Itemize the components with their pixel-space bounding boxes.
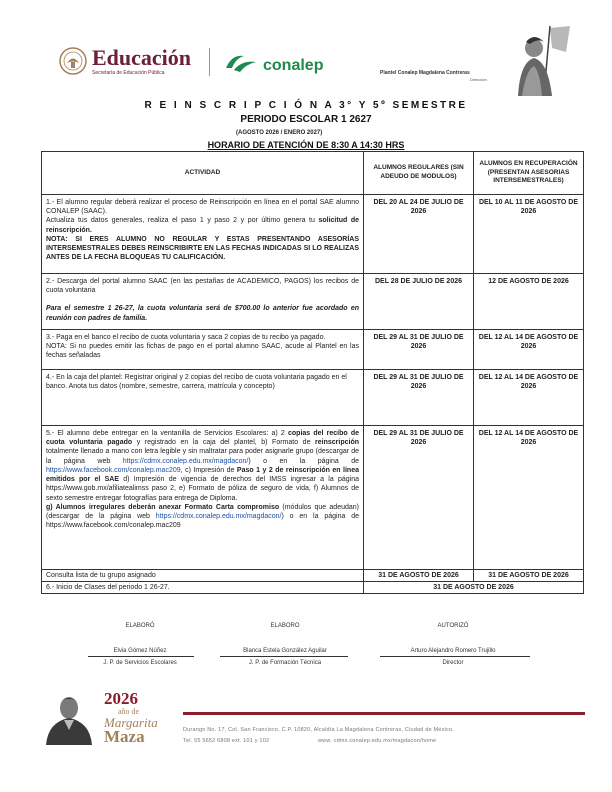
step1-note: NOTA: SI ERES ALUMNO NO REGULAR Y ESTAS PRESENTANDO ASESORÍAS INTERSEMESTRALES DEBES REINSCRIBIRTE EN LAS FECHAS INDICADAS SI LO REALIZAS ANTES DE LA FECHA BLOQUEAS TU CALIFICACIÓN.	[46, 235, 359, 262]
signature-line	[88, 656, 194, 657]
step3-note: NOTA: Si no puedes emitir las fichas de pago en el portal alumno SAAC, acude al Plantel en las fechas señaladas	[46, 343, 359, 360]
signature-label: AUTORIZÓ	[437, 623, 469, 629]
step3-text: 3.- Paga en el banco el recibo de cuota voluntaria y saca 2 copias de tu recibo ya pagado.	[46, 334, 326, 341]
sep-eagle-icon	[58, 46, 88, 76]
signature-role: J. P. de Servicios Escolares	[103, 660, 177, 666]
signature-label: ELABORÓ	[125, 623, 155, 629]
step5-text-part: (módulos que adeudan) (descargar de la página web	[46, 503, 359, 521]
table-row	[42, 570, 584, 582]
schedule-table	[41, 151, 584, 594]
step2-text: 2.- Descarga del portal alumno SAAC (en las pestañas de ACADEMICO, PAGOS) los recibos de cuota voluntaria	[46, 278, 359, 295]
step2-fee-note: Para el semestre 1 26-27, la cuota voluntaria será de $700.00 lo anterior fue acordado en reunión con padres de familia.	[46, 305, 359, 322]
facebook-link[interactable]: https://www.facebook.com/conalep.mac209	[46, 466, 181, 474]
header-divider	[209, 48, 210, 76]
table-row	[42, 370, 584, 426]
step5-text-part: , c) Impresión de	[180, 466, 237, 474]
recuperacion-date-cell: DEL 10 AL 11 DE AGOSTO DE 2026	[474, 195, 584, 274]
step5-text-part: ) o en la página de https://www.facebook.com/conalep.mac209	[46, 513, 359, 530]
signature-line	[380, 656, 530, 657]
step5-irregular-note	[46, 503, 359, 531]
activity-cell: 6.- Inicio de Clases del periodo 1 26-27.	[42, 582, 364, 594]
regular-date-cell: DEL 29 AL 31 DE JULIO DE 2026	[364, 330, 474, 370]
table-row	[42, 426, 584, 570]
step5-text-part: y registrado en la caja del plantel, b) Formato de	[132, 439, 316, 447]
step5-text	[46, 429, 359, 503]
footer-anio-de: año de	[118, 707, 140, 716]
plantel-name: Plantel Conalep Magdalena Contreras	[380, 70, 470, 76]
conalep-logo-icon	[222, 50, 262, 76]
step1-instructions-bold: solicitud de reinscripción.	[46, 217, 359, 234]
table-row	[42, 330, 584, 370]
regular-date-cell: DEL 29 AL 31 DE JULIO DE 2026	[364, 426, 474, 570]
header-activity: ACTIVIDAD	[42, 152, 364, 195]
signature-name: Blanca Estela González Aguilar	[243, 648, 327, 654]
regular-date-cell: DEL 28 DE JULIO DE 2026	[364, 274, 474, 330]
step5-text-part: d) Impresión de vigencia de derechos del IMSS ingresar a la página https://www.gob.mx/afiliatealimss paso 2, e) Formato de póliza de seguro de vida, f) Alumnos de sexto semestre entregar fotografías para entrega de Diploma.	[46, 476, 359, 502]
recuperacion-date-cell: 12 DE AGOSTO DE 2026	[474, 274, 584, 330]
activity-cell	[42, 274, 364, 330]
class-start-date-cell: 31 DE AGOSTO DE 2026	[364, 582, 584, 594]
signature-label: ELABORO	[270, 623, 300, 629]
regular-date-cell: DEL 20 AL 24 DE JULIO DE 2026	[364, 195, 474, 274]
table-row	[42, 582, 584, 594]
heroine-portrait-icon	[500, 22, 576, 96]
regular-date-cell: DEL 29 AL 31 DE JULIO DE 2026	[364, 370, 474, 426]
activity-cell	[42, 195, 364, 274]
footer-margarita: Margarita	[104, 715, 158, 730]
document-title: R E I N S C R I P C I Ó N A 3° Y 5º SEMESTRE	[144, 100, 468, 111]
header-regular: ALUMNOS REGULARES (SIN ADEUDO DE MODULOS)	[364, 152, 474, 195]
activity-cell: Consulta lista de tu grupo asignado	[42, 570, 364, 582]
table-row	[42, 195, 584, 274]
footer-website[interactable]: www. cdmx.conalep.edu.mx/magdacon/home	[318, 738, 437, 744]
footer-phone: Tel. 55 5652 6808 ext. 101 y 102	[183, 738, 270, 744]
step5-text-part: 5.- El alumno debe entregar en la ventanilla de Servicios Escolares: a) 2	[46, 430, 289, 437]
table-header-row	[42, 152, 584, 195]
office-hours: HORARIO DE ATENCIÓN DE 8:30 A 14:30 HRS	[207, 140, 405, 150]
activity-cell	[42, 370, 364, 426]
recuperacion-date-cell: 31 DE AGOSTO DE 2026	[474, 570, 584, 582]
recuperacion-date-cell: DEL 12 AL 14 DE AGOSTO DE 2026	[474, 370, 584, 426]
step5-text-part: totalmente llenado a mano con letra legible y sin maltratar para poder asignarle grupo (descargar de la página web	[46, 448, 359, 465]
step1-text: 1.- El alumno regular deberá realizar el proceso de Reinscripción en línea en el portal SAE alumno CONALEP (SAAC).	[46, 199, 359, 216]
header-recuperacion: ALUMNOS EN RECUPERACIÓN (PRESENTAN ASESORIAS INTERSEMESTRALES)	[474, 152, 584, 195]
recuperacion-date-cell: DEL 12 AL 14 DE AGOSTO DE 2026	[474, 330, 584, 370]
footer-bar	[183, 712, 585, 715]
step5-bold-part: Formato Carta compromiso	[184, 503, 280, 511]
step1-instructions	[46, 216, 359, 234]
direccion-label: Dirección	[470, 77, 487, 82]
margarita-maza-portrait-icon	[40, 690, 98, 745]
step5-bold-part: reinscripción	[315, 439, 359, 447]
step4-text: 4.- En la caja del plantel: Registrar original y 2 copias del recibo de cuota voluntaria pagado en el banco. Anota tus datos (nombre, semestre, carrera, matrícula y concepto)	[46, 374, 347, 391]
step5-bold-part: copias del recibo de cuota voluntaria pagado	[46, 430, 359, 447]
step5-bold-part: Paso 1 y 2 de reinscripción en línea emitidos por el SAE	[46, 466, 359, 484]
education-logo-subtitle: Secretaría de Educación Pública	[92, 70, 165, 76]
education-logo-text: Educación	[92, 45, 192, 70]
activity-cell	[42, 426, 364, 570]
footer-maza: Maza	[104, 727, 145, 746]
step1-instructions-text: Actualiza tus datos generales, realiza el paso 1 y paso 2 y por último genera tu	[46, 217, 319, 225]
document-period: PERIODO ESCOLAR 1 2627	[240, 114, 372, 125]
signature-role: Director	[442, 660, 464, 666]
signature-name: Arturo Alejandro Romero Trujillo	[410, 648, 496, 654]
signature-role: J. P. de Formación Técnica	[248, 660, 322, 666]
document-period-dates: (AGOSTO 2026 / ENERO 2027)	[236, 130, 323, 136]
page-header	[0, 0, 612, 100]
footer-year: 2026	[104, 689, 138, 708]
table-row	[42, 274, 584, 330]
recuperacion-date-cell: DEL 12 AL 14 DE AGOSTO DE 2026	[474, 426, 584, 570]
footer-address: Durango No. 17, Col. San Francisco, C.P. 10820, Alcaldía La Magdalena Contreras, Ciudad de México.	[183, 727, 454, 733]
document-title-block	[0, 100, 612, 125]
magdacon-link[interactable]: https://cdmx.conalep.edu.mx/magdacon/	[122, 457, 249, 465]
activity-cell	[42, 330, 364, 370]
step5-bold-part: g) Alumnos irregulares deberán anexar	[46, 503, 185, 511]
signature-line	[220, 656, 348, 657]
regular-date-cell: 31 DE AGOSTO DE 2026	[364, 570, 474, 582]
magdacon-link[interactable]: https://cdmx.conalep.edu.mx/magdacon/	[155, 513, 282, 521]
step5-text-part: ) o en la página de	[248, 457, 359, 465]
conalep-logo-text: conalep	[263, 57, 324, 74]
signature-name: Elvia Gómez Núñez	[113, 648, 167, 654]
